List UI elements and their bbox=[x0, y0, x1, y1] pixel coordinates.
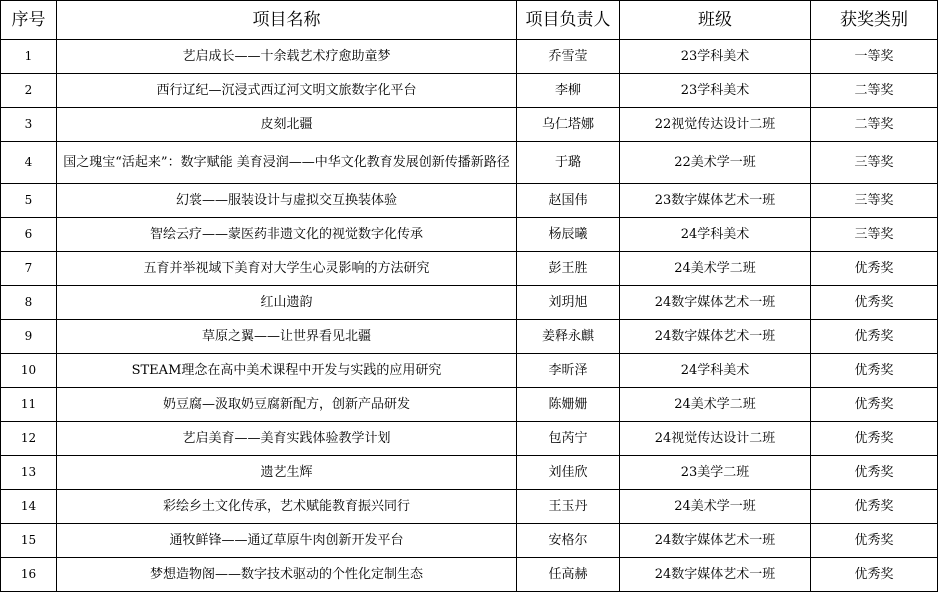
cell-index: 3 bbox=[1, 108, 57, 142]
cell-project-leader: 姜释永麒 bbox=[517, 320, 620, 354]
cell-project-name: 梦想造物阁——数字技术驱动的个性化定制生态 bbox=[57, 558, 517, 592]
table-row bbox=[1, 218, 938, 252]
cell-index: 6 bbox=[1, 218, 57, 252]
cell-class: 23学科美术 bbox=[620, 74, 811, 108]
table-row bbox=[1, 252, 938, 286]
cell-index: 8 bbox=[1, 286, 57, 320]
cell-project-name: 遗艺生辉 bbox=[57, 456, 517, 490]
cell-class: 24美术学二班 bbox=[620, 252, 811, 286]
cell-class: 24美术学二班 bbox=[620, 388, 811, 422]
cell-class: 24学科美术 bbox=[620, 218, 811, 252]
table-row bbox=[1, 388, 938, 422]
table-row bbox=[1, 286, 938, 320]
table-row bbox=[1, 354, 938, 388]
header-award-category: 获奖类别 bbox=[811, 1, 938, 40]
cell-project-leader: 乔雪莹 bbox=[517, 40, 620, 74]
cell-award-category: 优秀奖 bbox=[811, 422, 938, 456]
cell-class: 24数字媒体艺术一班 bbox=[620, 286, 811, 320]
cell-index: 2 bbox=[1, 74, 57, 108]
cell-index: 11 bbox=[1, 388, 57, 422]
cell-award-category: 优秀奖 bbox=[811, 388, 938, 422]
cell-project-name: 国之瑰宝“活起来”：数字赋能 美育浸润——中华文化教育发展创新传播新路径 bbox=[57, 142, 517, 184]
cell-index: 7 bbox=[1, 252, 57, 286]
table-row bbox=[1, 320, 938, 354]
cell-index: 10 bbox=[1, 354, 57, 388]
table-row bbox=[1, 142, 938, 184]
cell-project-name: STEAM理念在高中美术课程中开发与实践的应用研究 bbox=[57, 354, 517, 388]
cell-project-name: 通牧鲜锋——通辽草原牛肉创新开发平台 bbox=[57, 524, 517, 558]
cell-class: 24数字媒体艺术一班 bbox=[620, 558, 811, 592]
cell-project-name: 红山遗韵 bbox=[57, 286, 517, 320]
cell-award-category: 一等奖 bbox=[811, 40, 938, 74]
cell-project-name: 彩绘乡土文化传承，艺术赋能教育振兴同行 bbox=[57, 490, 517, 524]
cell-index: 9 bbox=[1, 320, 57, 354]
cell-award-category: 优秀奖 bbox=[811, 490, 938, 524]
table-row bbox=[1, 184, 938, 218]
cell-class: 24视觉传达设计二班 bbox=[620, 422, 811, 456]
table-row bbox=[1, 422, 938, 456]
cell-project-leader: 李柳 bbox=[517, 74, 620, 108]
cell-project-name: 西行辽纪—沉浸式西辽河文明文旅数字化平台 bbox=[57, 74, 517, 108]
cell-index: 16 bbox=[1, 558, 57, 592]
cell-project-leader: 刘玥旭 bbox=[517, 286, 620, 320]
cell-project-name: 智绘云疗——蒙医药非遗文化的视觉数字化传承 bbox=[57, 218, 517, 252]
cell-award-category: 优秀奖 bbox=[811, 354, 938, 388]
header-row bbox=[1, 1, 938, 40]
cell-project-name: 五育并举视域下美育对大学生心灵影响的方法研究 bbox=[57, 252, 517, 286]
cell-award-category: 三等奖 bbox=[811, 218, 938, 252]
table-row bbox=[1, 558, 938, 592]
table-row bbox=[1, 74, 938, 108]
cell-class: 22视觉传达设计二班 bbox=[620, 108, 811, 142]
cell-class: 23数字媒体艺术一班 bbox=[620, 184, 811, 218]
table-body bbox=[1, 40, 938, 592]
table-row bbox=[1, 524, 938, 558]
cell-project-leader: 彭王胜 bbox=[517, 252, 620, 286]
cell-award-category: 优秀奖 bbox=[811, 524, 938, 558]
cell-project-name: 艺启成长——十余载艺术疗愈助童梦 bbox=[57, 40, 517, 74]
header-index: 序号 bbox=[1, 1, 57, 40]
cell-award-category: 优秀奖 bbox=[811, 320, 938, 354]
cell-class: 23美学二班 bbox=[620, 456, 811, 490]
header-project-name: 项目名称 bbox=[57, 1, 517, 40]
cell-project-name: 奶豆腐—汲取奶豆腐新配方，创新产品研发 bbox=[57, 388, 517, 422]
cell-index: 1 bbox=[1, 40, 57, 74]
cell-award-category: 二等奖 bbox=[811, 74, 938, 108]
cell-award-category: 三等奖 bbox=[811, 184, 938, 218]
cell-project-leader: 乌仁塔娜 bbox=[517, 108, 620, 142]
cell-project-leader: 李昕泽 bbox=[517, 354, 620, 388]
cell-award-category: 优秀奖 bbox=[811, 456, 938, 490]
table-row bbox=[1, 108, 938, 142]
cell-project-leader: 刘佳欣 bbox=[517, 456, 620, 490]
cell-project-name: 皮刻北疆 bbox=[57, 108, 517, 142]
cell-project-leader: 赵国伟 bbox=[517, 184, 620, 218]
cell-project-name: 艺启美育——美育实践体验教学计划 bbox=[57, 422, 517, 456]
header-class: 班级 bbox=[620, 1, 811, 40]
cell-project-leader: 安格尔 bbox=[517, 524, 620, 558]
cell-class: 24美术学一班 bbox=[620, 490, 811, 524]
cell-index: 5 bbox=[1, 184, 57, 218]
cell-project-leader: 任高赫 bbox=[517, 558, 620, 592]
table-row bbox=[1, 490, 938, 524]
table-row bbox=[1, 40, 938, 74]
cell-project-leader: 王玉丹 bbox=[517, 490, 620, 524]
cell-project-leader: 杨辰曦 bbox=[517, 218, 620, 252]
cell-class: 22美术学一班 bbox=[620, 142, 811, 184]
cell-index: 14 bbox=[1, 490, 57, 524]
cell-award-category: 优秀奖 bbox=[811, 252, 938, 286]
cell-award-category: 优秀奖 bbox=[811, 558, 938, 592]
cell-project-name: 草原之翼——让世界看见北疆 bbox=[57, 320, 517, 354]
table-row bbox=[1, 456, 938, 490]
cell-index: 15 bbox=[1, 524, 57, 558]
header-project-leader: 项目负责人 bbox=[517, 1, 620, 40]
cell-project-name: 幻裳——服装设计与虚拟交互换装体验 bbox=[57, 184, 517, 218]
cell-index: 13 bbox=[1, 456, 57, 490]
cell-project-leader: 陈姗姗 bbox=[517, 388, 620, 422]
cell-project-leader: 于璐 bbox=[517, 142, 620, 184]
cell-class: 24学科美术 bbox=[620, 354, 811, 388]
cell-class: 24数字媒体艺术一班 bbox=[620, 524, 811, 558]
cell-index: 12 bbox=[1, 422, 57, 456]
cell-project-leader: 包芮宁 bbox=[517, 422, 620, 456]
cell-class: 23学科美术 bbox=[620, 40, 811, 74]
cell-class: 24数字媒体艺术一班 bbox=[620, 320, 811, 354]
cell-award-category: 二等奖 bbox=[811, 108, 938, 142]
cell-index: 4 bbox=[1, 142, 57, 184]
cell-award-category: 优秀奖 bbox=[811, 286, 938, 320]
cell-award-category: 三等奖 bbox=[811, 142, 938, 184]
